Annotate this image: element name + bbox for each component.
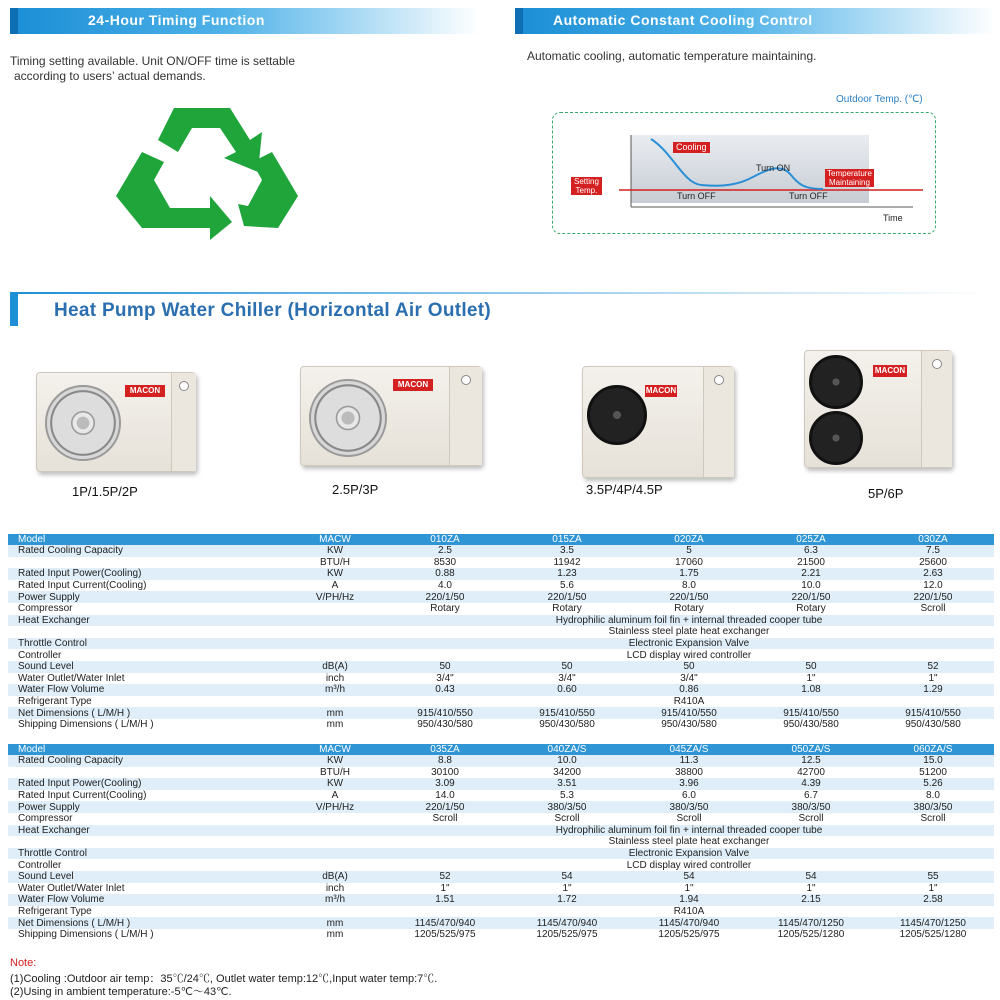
table-cell: A: [286, 790, 384, 802]
table-cell: Shipping Dimensions ( L/M/H ): [8, 719, 286, 731]
table-cell: Refrigerant Type: [8, 906, 286, 918]
gauge-icon: [461, 375, 471, 385]
table-cell: Rotary: [628, 603, 750, 615]
header-cell: 035ZA: [384, 744, 506, 755]
fan-icon: [809, 355, 863, 409]
table-cell: Compressor: [8, 813, 286, 825]
table-cell: Water Flow Volume: [8, 894, 286, 906]
table-cell: 3.96: [628, 778, 750, 790]
table-row: [8, 767, 994, 779]
table-cell: dB(A): [286, 661, 384, 673]
graph-setting-line2: Temp.: [575, 186, 598, 195]
table-cell: BTU/H: [286, 557, 384, 569]
table-cell: 1.29: [872, 684, 994, 696]
table-cell: Electronic Expansion Valve: [384, 638, 994, 650]
table-cell: 2.21: [750, 568, 872, 580]
table-cell: 6.7: [750, 790, 872, 802]
table-row: [8, 894, 994, 906]
table-cell: 7.5: [872, 545, 994, 557]
graph-temp-maint-line2: Maintaining: [829, 178, 870, 187]
gauge-icon: [179, 381, 189, 391]
side-panel: [449, 367, 482, 465]
table-cell: [286, 603, 384, 615]
table-cell: [286, 825, 384, 837]
timing-desc-line1: Timing setting available. Unit ON/OFF time is settable: [10, 54, 295, 68]
table-cell: 5.3: [506, 790, 628, 802]
table-cell: 5.26: [872, 778, 994, 790]
table-cell: 380/3/50: [628, 801, 750, 813]
graph-turn-on-label: Turn ON: [756, 163, 791, 173]
table-cell: Net Dimensions ( L/M/H ): [8, 707, 286, 719]
table-row: [8, 615, 994, 627]
table-row: [8, 545, 994, 557]
table-cell: 380/3/50: [506, 801, 628, 813]
table-cell: Controller: [8, 649, 286, 661]
table-cell: 3/4": [384, 673, 506, 685]
header-cell: 015ZA: [506, 534, 628, 545]
table-cell: 1.23: [506, 568, 628, 580]
table-cell: Stainless steel plate heat exchanger: [384, 836, 994, 848]
table-cell: 11942: [506, 557, 628, 569]
table-row: [8, 813, 994, 825]
timing-title: 24-Hour Timing Function: [88, 12, 265, 28]
note-title: Note:: [10, 957, 37, 969]
product-label-4: 5P/6P: [868, 486, 904, 501]
table-cell: KW: [286, 755, 384, 767]
graph-time-label: Time: [883, 213, 903, 223]
table-cell: Compressor: [8, 603, 286, 615]
table-cell: 1145/470/940: [384, 917, 506, 929]
brand-logo: MACON: [645, 386, 677, 395]
table-cell: mm: [286, 917, 384, 929]
table-cell: [286, 696, 384, 708]
table-cell: 950/430/580: [384, 719, 506, 731]
table-cell: inch: [286, 673, 384, 685]
header-cell: 030ZA: [872, 534, 994, 545]
table-cell: 915/410/550: [628, 707, 750, 719]
table-row: [8, 591, 994, 603]
header-cell: Model: [8, 534, 286, 545]
table-cell: Rated Cooling Capacity: [8, 755, 286, 767]
table-cell: 1.75: [628, 568, 750, 580]
table-row: [8, 661, 994, 673]
table-cell: [286, 848, 384, 860]
table-cell: 220/1/50: [628, 591, 750, 603]
table-cell: 2.58: [872, 894, 994, 906]
table-cell: 1": [872, 883, 994, 895]
table-cell: 1145/470/1250: [750, 917, 872, 929]
product-label-2: 2.5P/3P: [332, 482, 379, 497]
table-cell: 5: [628, 545, 750, 557]
table-cell: 5.6: [506, 580, 628, 592]
table-cell: 25600: [872, 557, 994, 569]
table-cell: 1": [750, 673, 872, 685]
graph-setting-line1: Setting: [574, 177, 599, 186]
brand-logo: MACON: [393, 379, 433, 391]
table-cell: 1": [628, 883, 750, 895]
table-cell: Electronic Expansion Valve: [384, 848, 994, 860]
table-cell: 8.8: [384, 755, 506, 767]
timing-section-header: [10, 8, 480, 34]
brand-logo: MACON: [125, 385, 165, 397]
table-cell: 50: [384, 661, 506, 673]
header-cell: MACW: [286, 744, 384, 755]
table-row: [8, 696, 994, 708]
table-cell: 220/1/50: [872, 591, 994, 603]
title-rule: [10, 292, 990, 294]
table-row: [8, 673, 994, 685]
gauge-icon: [714, 375, 724, 385]
table-cell: 1205/525/1280: [872, 929, 994, 941]
table-row: [8, 557, 994, 569]
table-cell: 3/4": [628, 673, 750, 685]
cooling-section-header: [515, 8, 995, 34]
table-cell: inch: [286, 883, 384, 895]
table-cell: 0.60: [506, 684, 628, 696]
table-cell: Scroll: [384, 813, 506, 825]
table-cell: 2.63: [872, 568, 994, 580]
table-cell: 1145/470/940: [506, 917, 628, 929]
table-row: [8, 580, 994, 592]
table-cell: 38800: [628, 767, 750, 779]
table-cell: Power Supply: [8, 801, 286, 813]
table-cell: 1": [384, 883, 506, 895]
side-panel: [171, 373, 196, 471]
table-row: [8, 929, 994, 941]
table-cell: 12.0: [872, 580, 994, 592]
cooling-graph-svg: [553, 113, 937, 235]
table-cell: 50: [750, 661, 872, 673]
table-cell: LCD display wired controller: [384, 649, 994, 661]
table-cell: 42700: [750, 767, 872, 779]
table-cell: 15.0: [872, 755, 994, 767]
spec-table-1: [8, 534, 994, 731]
table-cell: 11.3: [628, 755, 750, 767]
table-cell: Throttle Control: [8, 848, 286, 860]
table-cell: [286, 649, 384, 661]
table-cell: 1.08: [750, 684, 872, 696]
fan-icon: [809, 411, 863, 465]
table-cell: KW: [286, 568, 384, 580]
table-cell: 30100: [384, 767, 506, 779]
table-cell: KW: [286, 778, 384, 790]
table-row: [8, 801, 994, 813]
header-cell: 010ZA: [384, 534, 506, 545]
product-image-2: [300, 366, 482, 466]
title-accent: [10, 292, 18, 326]
table-cell: 0.86: [628, 684, 750, 696]
page-title: Heat Pump Water Chiller (Horizontal Air Outlet): [54, 300, 492, 321]
table-cell: m³/h: [286, 894, 384, 906]
table-cell: 3/4": [506, 673, 628, 685]
table-cell: 1145/470/1250: [872, 917, 994, 929]
table-cell: [8, 836, 286, 848]
table-cell: [286, 859, 384, 871]
table-cell: 12.5: [750, 755, 872, 767]
table-cell: Hydrophilic aluminum foil fin + internal threaded cooper tube: [384, 825, 994, 837]
table-cell: Stainless steel plate heat exchanger: [384, 626, 994, 638]
table-cell: Net Dimensions ( L/M/H ): [8, 917, 286, 929]
table-cell: 915/410/550: [872, 707, 994, 719]
table-row: [8, 883, 994, 895]
header-cell: MACW: [286, 534, 384, 545]
table-cell: 1": [506, 883, 628, 895]
table-cell: 220/1/50: [384, 801, 506, 813]
table-cell: 220/1/50: [750, 591, 872, 603]
table-cell: Throttle Control: [8, 638, 286, 650]
table-cell: 380/3/50: [872, 801, 994, 813]
table-cell: 950/430/580: [872, 719, 994, 731]
table-cell: 55: [872, 871, 994, 883]
table-cell: 52: [384, 871, 506, 883]
table-cell: R410A: [384, 906, 994, 918]
table-cell: 3.5: [506, 545, 628, 557]
table-cell: 380/3/50: [750, 801, 872, 813]
graph-temp-maintaining-label: [825, 169, 874, 187]
fan-icon: [309, 379, 387, 457]
table-cell: 0.43: [384, 684, 506, 696]
table-cell: BTU/H: [286, 767, 384, 779]
table-cell: [286, 836, 384, 848]
table-cell: 1205/525/1280: [750, 929, 872, 941]
cooling-desc: Automatic cooling, automatic temperature maintaining.: [527, 49, 817, 63]
table-cell: 220/1/50: [384, 591, 506, 603]
table-cell: mm: [286, 719, 384, 731]
graph-turn-off-label-2: Turn OFF: [789, 191, 828, 201]
table-cell: A: [286, 580, 384, 592]
table-cell: dB(A): [286, 871, 384, 883]
table-cell: 10.0: [750, 580, 872, 592]
table-cell: KW: [286, 545, 384, 557]
table-row: [8, 649, 994, 661]
table-cell: Power Supply: [8, 591, 286, 603]
table-row: [8, 603, 994, 615]
table-cell: Rotary: [750, 603, 872, 615]
table-cell: 0.88: [384, 568, 506, 580]
table-cell: 1.72: [506, 894, 628, 906]
table-row: [8, 707, 994, 719]
table-cell: Rated Input Current(Cooling): [8, 790, 286, 802]
note-line-1: (1)Cooling :Outdoor air temp：35℃/24℃, Outlet water temp:12℃,Input water temp:7℃.: [10, 973, 438, 985]
note-line-2: (2)Using in ambient temperature:-5℃～43℃.: [10, 986, 232, 998]
table-cell: LCD display wired controller: [384, 859, 994, 871]
table-cell: [286, 813, 384, 825]
table-header-row: [8, 744, 994, 755]
table-cell: 2.15: [750, 894, 872, 906]
table-row: [8, 848, 994, 860]
table-cell: V/PH/Hz: [286, 591, 384, 603]
table-row: [8, 917, 994, 929]
table-cell: 1205/525/975: [506, 929, 628, 941]
table-cell: 3.51: [506, 778, 628, 790]
table-cell: [8, 626, 286, 638]
table-cell: 1145/470/940: [628, 917, 750, 929]
table-cell: 50: [506, 661, 628, 673]
side-panel: [703, 367, 734, 477]
graph-turn-off-label-1: Turn OFF: [677, 191, 716, 201]
table-cell: 54: [750, 871, 872, 883]
table-cell: 8530: [384, 557, 506, 569]
table-row: [8, 638, 994, 650]
gauge-icon: [932, 359, 942, 369]
table-cell: 915/410/550: [506, 707, 628, 719]
table-cell: mm: [286, 929, 384, 941]
table-cell: [286, 615, 384, 627]
table-cell: [286, 626, 384, 638]
table-cell: Hydrophilic aluminum foil fin + internal threaded cooper tube: [384, 615, 994, 627]
header-cell: 025ZA: [750, 534, 872, 545]
table-cell: [8, 767, 286, 779]
table-cell: Controller: [8, 859, 286, 871]
table-cell: 51200: [872, 767, 994, 779]
table-row: [8, 790, 994, 802]
table-cell: Heat Exchanger: [8, 825, 286, 837]
table-cell: 950/430/580: [628, 719, 750, 731]
table-row: [8, 906, 994, 918]
table-cell: 54: [628, 871, 750, 883]
table-cell: 950/430/580: [506, 719, 628, 731]
table-cell: 54: [506, 871, 628, 883]
table-cell: 2.5: [384, 545, 506, 557]
table-cell: Scroll: [872, 603, 994, 615]
table-cell: 4.0: [384, 580, 506, 592]
table-row: [8, 871, 994, 883]
table-row: [8, 778, 994, 790]
table-cell: Water Outlet/Water Inlet: [8, 673, 286, 685]
table-cell: 1": [872, 673, 994, 685]
table-cell: 3.09: [384, 778, 506, 790]
table-cell: 10.0: [506, 755, 628, 767]
product-image-3: [582, 366, 734, 478]
table-row: [8, 836, 994, 848]
table-cell: Scroll: [628, 813, 750, 825]
table-cell: Shipping Dimensions ( L/M/H ): [8, 929, 286, 941]
product-label-3: 3.5P/4P/4.5P: [586, 482, 663, 497]
table-cell: 4.39: [750, 778, 872, 790]
table-cell: 50: [628, 661, 750, 673]
graph-setting-temp-label: [571, 177, 602, 195]
table-cell: Sound Level: [8, 871, 286, 883]
header-cell: 040ZA/S: [506, 744, 628, 755]
product-image-1: [36, 372, 196, 472]
table-cell: [286, 906, 384, 918]
cooling-title: Automatic Constant Cooling Control: [553, 12, 813, 28]
table-cell: Scroll: [872, 813, 994, 825]
table-cell: Heat Exchanger: [8, 615, 286, 627]
table-row: [8, 568, 994, 580]
table-cell: 6.0: [628, 790, 750, 802]
table-cell: 1205/525/975: [384, 929, 506, 941]
table-row: [8, 755, 994, 767]
cooling-graph: [552, 112, 936, 234]
table-cell: 6.3: [750, 545, 872, 557]
table-cell: 915/410/550: [750, 707, 872, 719]
table-row: [8, 684, 994, 696]
table-cell: 915/410/550: [384, 707, 506, 719]
fan-icon: [587, 385, 647, 445]
table-cell: Rated Cooling Capacity: [8, 545, 286, 557]
table-cell: 8.0: [872, 790, 994, 802]
product-label-1: 1P/1.5P/2P: [72, 484, 138, 499]
table-cell: 17060: [628, 557, 750, 569]
table-cell: 1.51: [384, 894, 506, 906]
table-cell: V/PH/Hz: [286, 801, 384, 813]
table-cell: mm: [286, 707, 384, 719]
table-cell: Water Flow Volume: [8, 684, 286, 696]
table-cell: [8, 557, 286, 569]
table-cell: 1": [750, 883, 872, 895]
table-cell: Rotary: [506, 603, 628, 615]
table-cell: 8.0: [628, 580, 750, 592]
fan-icon: [45, 385, 121, 461]
table-cell: R410A: [384, 696, 994, 708]
table-cell: 950/430/580: [750, 719, 872, 731]
header-cell: 020ZA: [628, 534, 750, 545]
table-row: [8, 859, 994, 871]
graph-temp-maint-line1: Temperature: [827, 169, 872, 178]
table-cell: Scroll: [750, 813, 872, 825]
timing-desc-line2: according to users’ actual demands.: [14, 69, 206, 83]
table-cell: 21500: [750, 557, 872, 569]
recycle-icon: [112, 100, 302, 240]
table-cell: Rated Input Power(Cooling): [8, 778, 286, 790]
brand-logo: MACON: [874, 366, 906, 375]
table-cell: Sound Level: [8, 661, 286, 673]
table-cell: m³/h: [286, 684, 384, 696]
table-cell: Rated Input Power(Cooling): [8, 568, 286, 580]
table-cell: 220/1/50: [506, 591, 628, 603]
table-header-row: [8, 534, 994, 545]
header-cell: 060ZA/S: [872, 744, 994, 755]
spec-table-2: [8, 744, 994, 941]
graph-outdoor-label: Outdoor Temp. (℃): [836, 94, 923, 105]
table-cell: 34200: [506, 767, 628, 779]
table-cell: 52: [872, 661, 994, 673]
table-cell: 1.94: [628, 894, 750, 906]
table-cell: Water Outlet/Water Inlet: [8, 883, 286, 895]
table-cell: 1205/525/975: [628, 929, 750, 941]
graph-cooling-label: Cooling: [673, 142, 710, 153]
table-cell: Rated Input Current(Cooling): [8, 580, 286, 592]
header-cell: 050ZA/S: [750, 744, 872, 755]
product-image-4: [804, 350, 952, 468]
side-panel: [921, 351, 952, 467]
table-cell: 14.0: [384, 790, 506, 802]
table-cell: Refrigerant Type: [8, 696, 286, 708]
table-cell: [286, 638, 384, 650]
table-cell: Scroll: [506, 813, 628, 825]
table-row: [8, 719, 994, 731]
table-cell: Rotary: [384, 603, 506, 615]
table-row: [8, 626, 994, 638]
table-row: [8, 825, 994, 837]
header-cell: 045ZA/S: [628, 744, 750, 755]
header-cell: Model: [8, 744, 286, 755]
